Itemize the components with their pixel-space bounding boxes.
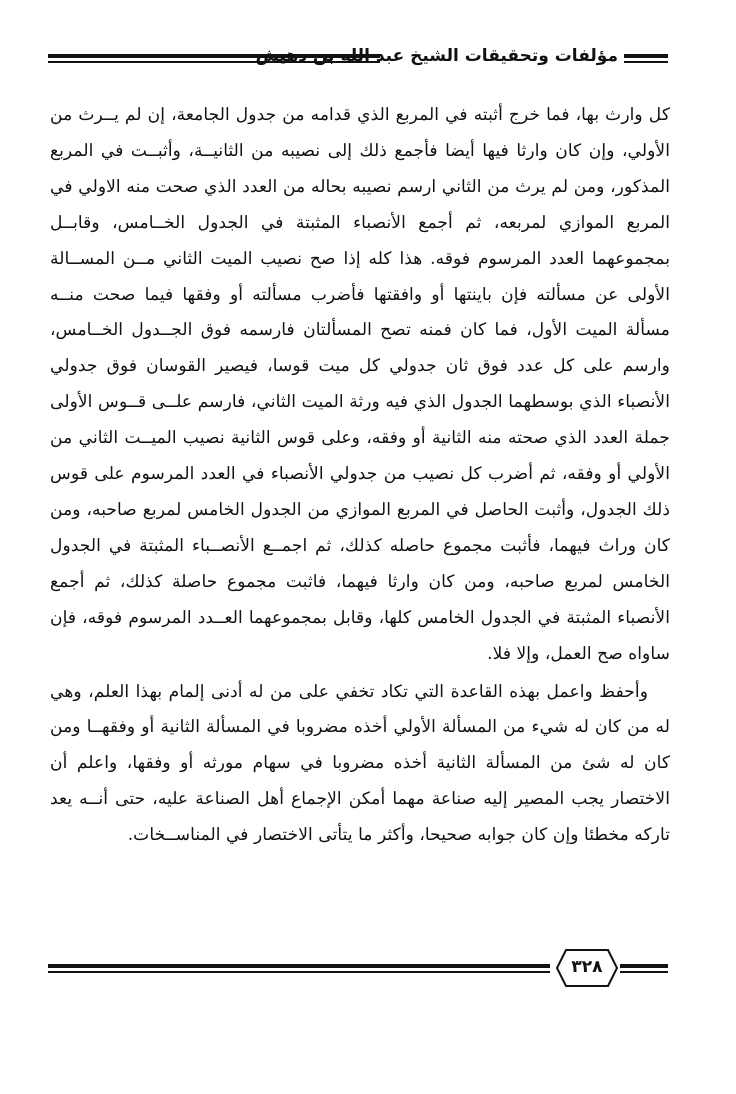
page-number: ٣٢٨: [571, 957, 603, 977]
footer-rule-right: [620, 963, 668, 975]
page-footer: [48, 944, 668, 994]
book-title: مؤلفات وتحقيقات الشيخ عبد الله بن دهيش: [255, 46, 618, 66]
paragraph-2: وأحفظ واعمل بهذه القاعدة التي تكاد تخفي على من له أدنى إلمام بهذا العلم، وهي له من كان له شيء من المسألة الأولي أخذه مضروبا في المسألة الثانية أو وفقهــا ومن كان له شئ من المسألة الثانية أخذه مضروبا في سهام مورثه أو وفقها، واعلم أن الاختصار يجب المصير إليه صناعة مهما أمكن الإجماع أهل الصناعة عليه، حتى أنــه يعد تاركه مخطئا وإن كان جوابه صحيحا، وأكثر ما يتأتى الاختصار في المناســخات.: [50, 681, 670, 846]
page-body: [50, 98, 670, 854]
footer-rule-left: [48, 963, 550, 975]
page-header: [48, 44, 668, 74]
header-rule-right: [624, 53, 668, 65]
paragraph-1: كل وارث بها، فما خرج أثبته في المربع الذي قدامه من جدول الجامعة، إن لم يــرث من الأولي، وإن كان وارثا فيها أيضا فأجمع ذلك إلى نصيبه من الثانيــة، وأثبــت في المربع المذكور، ومن لم يرث من الثاني ارسم نصيبه بحاله من العدد الذي صحت منه الاولي في المربع الموازي لمربعه، ثم أجمع الأنصباء المثبتة في الجدول الخــامس، وقابــل بمجموعهما العدد المرسوم فوقه. هذا كله إذا صح نصيب الميت الثاني مــن المســالة الأولى عن مسألته فإن باينتها أو وافقتها فأضرب مسألته أو وفقها فيما صحت منــه مسألة الميت الأول، فما كان فمنه تصح المسألتان فارسمه فوق الجــدول الخــامس، وارسم على كل عدد فوق ثان جدولي كل ميت قوسا، فيصير القوسان فوق جدولي الأنصباء الذي بوسطهما الجدول الذي فيه ورثة الميت الثاني، فارسم علــى قــوس الأولى جملة العدد الذي صحته منه الثانية أو وفقه، وعلى قوس الثانية نصيب الميــت الثاني من الأولي أو وفقه، ثم أضرب كل نصيب من جدولي الأنصباء في العدد المرسوم على قوس ذلك الجدول، وأثبت الحاصل في المربع الموازي من الجدول الخامس لمربع صاحبه، ومن كان وراث فيهما، فأثبت مجموع حاصله كذلك، ثم اجمــع الأنصــباء المثبتة في الجدول الخامس لمربع صاحبه، ومن كان وارثا فيهما، فاثبت مجموع حاصلة كذلك، ثم أجمع الأنصباء المثبتة في الجدول الخامس كلها، وقابل بمجموعهما العــدد المرسوم فوقه، فإن ساواه صح العمل، وإلا فلا.: [50, 105, 670, 664]
